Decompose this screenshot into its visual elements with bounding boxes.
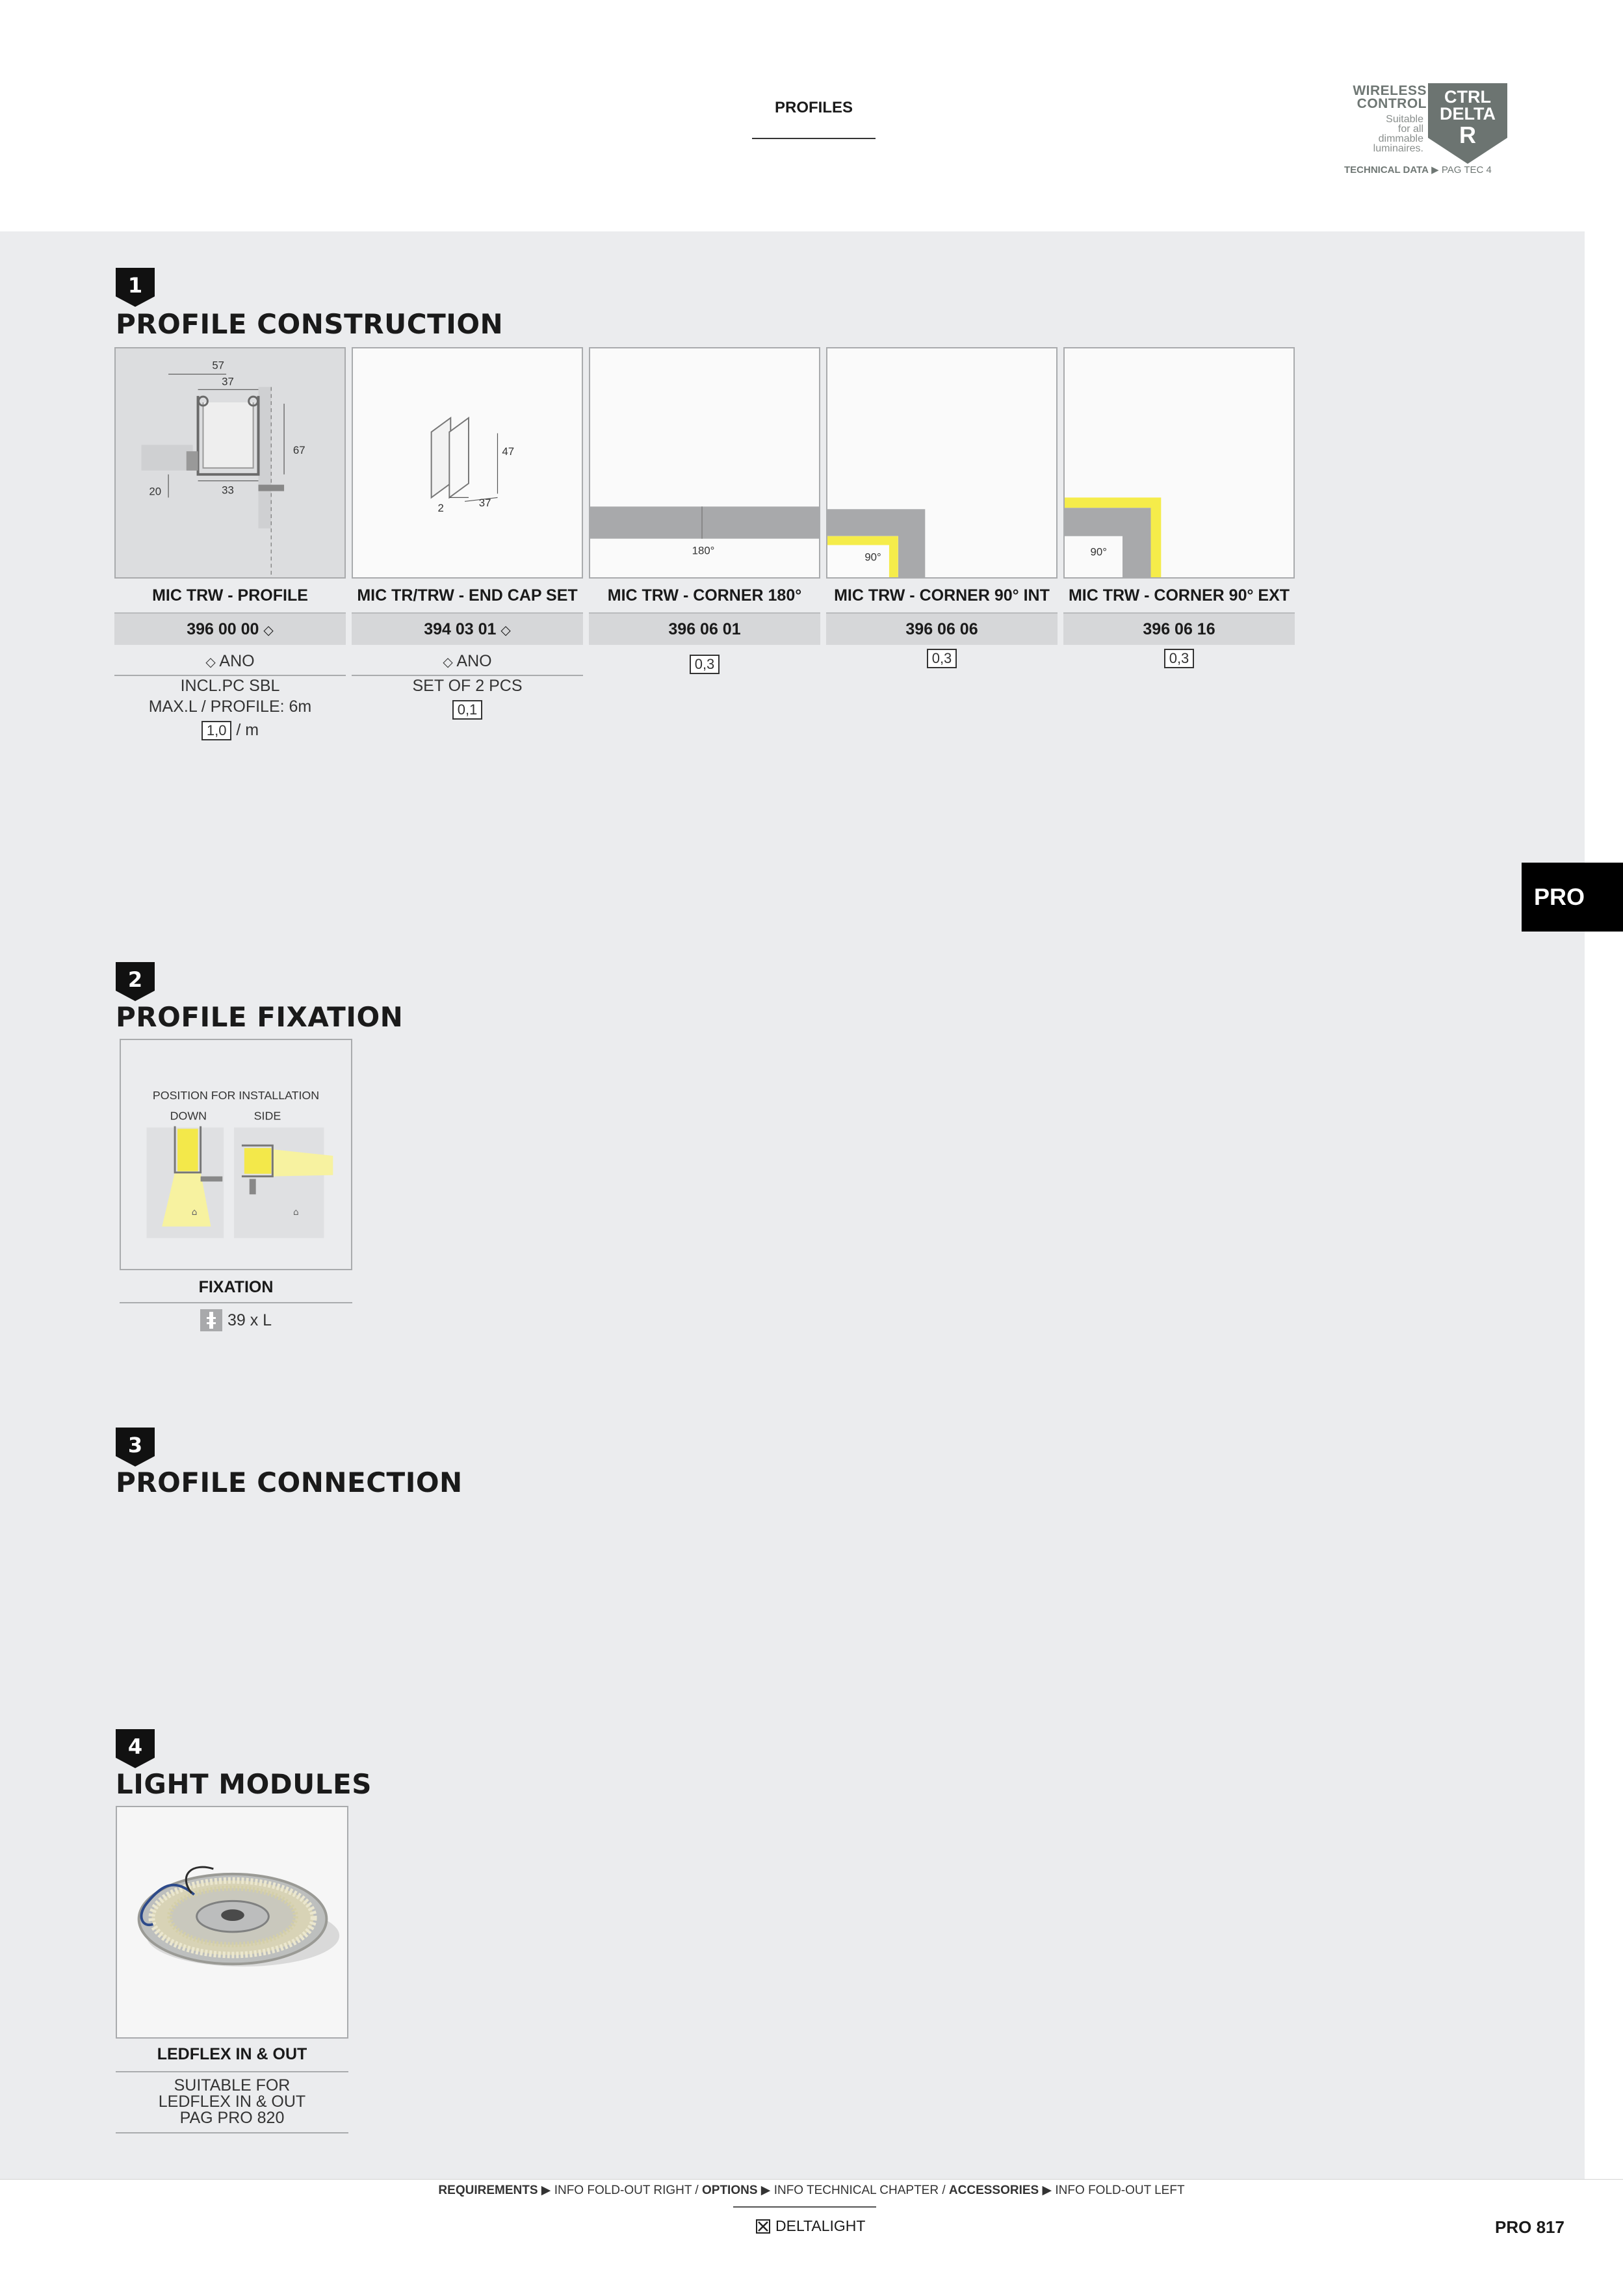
footer-options-info: INFO TECHNICAL CHAPTER / <box>773 2184 946 2197</box>
footer-rule <box>733 2206 876 2208</box>
weight-badge-corner-90-ext: 0,3 <box>1164 649 1195 668</box>
ledflex-line2: LEDFLEX IN & OUT <box>158 2093 306 2111</box>
fixation-detail-row <box>120 1309 352 1331</box>
corner-90-int-diagram <box>827 348 1056 577</box>
arrow-right-icon: ▶ <box>1431 164 1439 176</box>
product-name-corner-90-ext: MIC TRW - CORNER 90° EXT <box>1068 586 1290 605</box>
finish-profile: ANO <box>219 652 255 670</box>
footer-separator <box>0 2179 1623 2180</box>
shield-line1: CTRL <box>1444 87 1491 107</box>
fixation-name: FIXATION <box>198 1278 274 1296</box>
angle-90-int-label: 90° <box>864 551 881 564</box>
product-code-profile <box>114 612 346 645</box>
wireless-sub-line3: dimmable <box>1378 133 1423 144</box>
dim-37: 37 <box>222 375 234 388</box>
wireless-title-line2: CONTROL <box>1357 96 1427 111</box>
diamond-icon: ◇ <box>205 655 216 670</box>
arrow-right-icon: ▶ <box>541 2184 551 2197</box>
wireless-title-line1: WIRELESS <box>1353 83 1427 98</box>
wireless-control-subtitle <box>1373 114 1423 153</box>
section-badge-1 <box>116 268 155 307</box>
diamond-icon: ◇ <box>263 623 274 638</box>
corner-90-ext-diagram <box>1065 348 1293 577</box>
product-name-end-cap: MIC TR/TRW - END CAP SET <box>357 586 578 605</box>
svg-text:⌂: ⌂ <box>191 1207 198 1218</box>
page-number: PRO 817 <box>1495 2217 1565 2237</box>
end-cap-detail-line1: SET OF 2 PCS <box>412 677 523 695</box>
dim-57: 57 <box>212 359 225 372</box>
divider <box>120 1302 352 1303</box>
footer-requirements-info: INFO FOLD-OUT RIGHT / <box>554 2184 699 2197</box>
divider <box>352 675 583 676</box>
product-code-end-cap <box>352 612 583 645</box>
section-title-connection: PROFILE CONNECTION <box>116 1467 463 1498</box>
profile-cross-section-diagram <box>116 348 344 577</box>
finish-row <box>352 651 583 673</box>
product-code-corner-180: 396 06 01 <box>589 612 820 645</box>
wireless-control-badge <box>1343 83 1509 181</box>
diamond-icon: ◇ <box>500 623 511 638</box>
corner-90-int-details <box>826 647 1058 668</box>
ledflex-reel-photo <box>117 1807 347 2037</box>
arrow-right-icon: ▶ <box>760 2184 771 2197</box>
wireless-sub-line2: for all <box>1397 124 1423 135</box>
product-code-corner-90-int: 396 06 06 <box>826 612 1058 645</box>
technical-data-link[interactable] <box>1344 164 1492 176</box>
footer-accessories-info: INFO FOLD-OUT LEFT <box>1055 2184 1185 2197</box>
angle-90-ext-label: 90° <box>1090 545 1107 558</box>
end-cap-drawing <box>352 347 583 579</box>
corner-90-ext-details <box>1063 647 1295 668</box>
fixation-down-label: DOWN <box>170 1109 207 1123</box>
ledflex-line1: SUITABLE FOR <box>174 2076 291 2094</box>
deltalight-logo <box>756 2217 865 2235</box>
dim-33: 33 <box>222 484 234 497</box>
tech-data-bold: TECHNICAL DATA <box>1344 164 1429 176</box>
wireless-sub-line4: luminaires. <box>1373 143 1423 154</box>
diamond-icon: ◇ <box>443 655 453 670</box>
section-number-4: 4 <box>127 1734 143 1759</box>
ctrl-delta-shield-icon <box>1428 83 1507 164</box>
shield-line3: R <box>1459 122 1476 148</box>
product-name-profile: MIC TRW - PROFILE <box>152 586 308 605</box>
svg-text:⌂: ⌂ <box>293 1207 299 1218</box>
section-number-1: 1 <box>127 273 143 298</box>
footer-requirements: REQUIREMENTS <box>438 2184 538 2197</box>
footer-options: OPTIONS <box>702 2184 758 2197</box>
weight-badge-profile: 1,0 <box>201 721 232 740</box>
fixation-side-label: SIDE <box>253 1109 281 1123</box>
code-end-cap: 394 03 01 <box>424 620 497 638</box>
end-cap-diagram <box>353 348 582 577</box>
weight-badge-end-cap: 0,1 <box>452 700 483 720</box>
angle-180-label: 180° <box>692 544 715 557</box>
dim-47: 47 <box>502 445 515 458</box>
deltalight-logo-icon <box>756 2219 770 2234</box>
ledflex-name: LEDFLEX IN & OUT <box>157 2045 307 2063</box>
section-title-construction: PROFILE CONSTRUCTION <box>116 308 504 340</box>
divider <box>116 2132 348 2133</box>
end-cap-details <box>352 651 583 720</box>
ledflex-image <box>116 1806 348 2039</box>
weight-badge-corner-90-int: 0,3 <box>927 649 957 668</box>
ledflex-line3: PAG PRO 820 <box>179 2109 285 2127</box>
divider <box>114 675 346 676</box>
dim-2: 2 <box>437 502 444 515</box>
footer-references <box>0 2183 1623 2198</box>
section-badge-3 <box>116 1428 155 1467</box>
tech-data-page: PAG TEC 4 <box>1441 164 1492 176</box>
fixation-detail: 39 x L <box>227 1311 272 1329</box>
ledflex-details <box>116 2078 348 2126</box>
dim-37-endcap: 37 <box>478 497 491 510</box>
chapter-side-tab[interactable]: PRO <box>1522 863 1623 932</box>
corner-180-drawing <box>589 347 820 579</box>
profile-detail-line2: MAX.L / PROFILE: 6m <box>148 698 312 716</box>
product-name-corner-180: MIC TRW - CORNER 180° <box>607 586 802 605</box>
section-badge-2 <box>116 962 155 1001</box>
corner-90-ext-drawing <box>1063 347 1295 579</box>
header-rule <box>752 138 876 139</box>
corner-180-diagram <box>590 348 819 577</box>
finish-end-cap: ANO <box>456 652 492 670</box>
code-profile: 396 00 00 <box>187 620 259 638</box>
weight-unit-profile: / m <box>236 721 259 739</box>
fixation-diagram <box>121 1040 351 1269</box>
wireless-control-title <box>1353 85 1427 111</box>
footer-accessories: ACCESSORIES <box>948 2184 1039 2197</box>
section-title-fixation: PROFILE FIXATION <box>116 1001 404 1033</box>
fixation-drawing <box>120 1039 352 1270</box>
section-number-2: 2 <box>127 967 143 992</box>
corner-180-details <box>589 653 820 674</box>
fixation-caption: POSITION FOR INSTALLATION <box>152 1088 320 1102</box>
mounting-clip-icon <box>200 1309 222 1331</box>
weight-badge-corner-180: 0,3 <box>690 655 720 674</box>
shield-line2: DELTA <box>1440 104 1496 124</box>
dim-20: 20 <box>149 485 162 498</box>
dim-67: 67 <box>292 444 305 457</box>
divider <box>116 2071 348 2072</box>
product-name-corner-90-int: MIC TRW - CORNER 90° INT <box>834 586 1050 605</box>
deltalight-logo-text: DELTALIGHT <box>775 2217 866 2234</box>
finish-row <box>114 651 346 673</box>
section-badge-4 <box>116 1729 155 1768</box>
arrow-right-icon: ▶ <box>1042 2184 1052 2197</box>
corner-90-int-drawing <box>826 347 1058 579</box>
wireless-sub-line1: Suitable <box>1386 114 1423 125</box>
profile-details <box>114 651 346 740</box>
section-number-3: 3 <box>127 1433 143 1457</box>
profile-section-drawing <box>114 347 346 579</box>
page-header-title: PROFILES <box>774 99 853 116</box>
profile-detail-line1: INCL.PC SBL <box>180 677 280 695</box>
product-code-corner-90-ext: 396 06 16 <box>1063 612 1295 645</box>
section-title-light-modules: LIGHT MODULES <box>116 1768 372 1800</box>
